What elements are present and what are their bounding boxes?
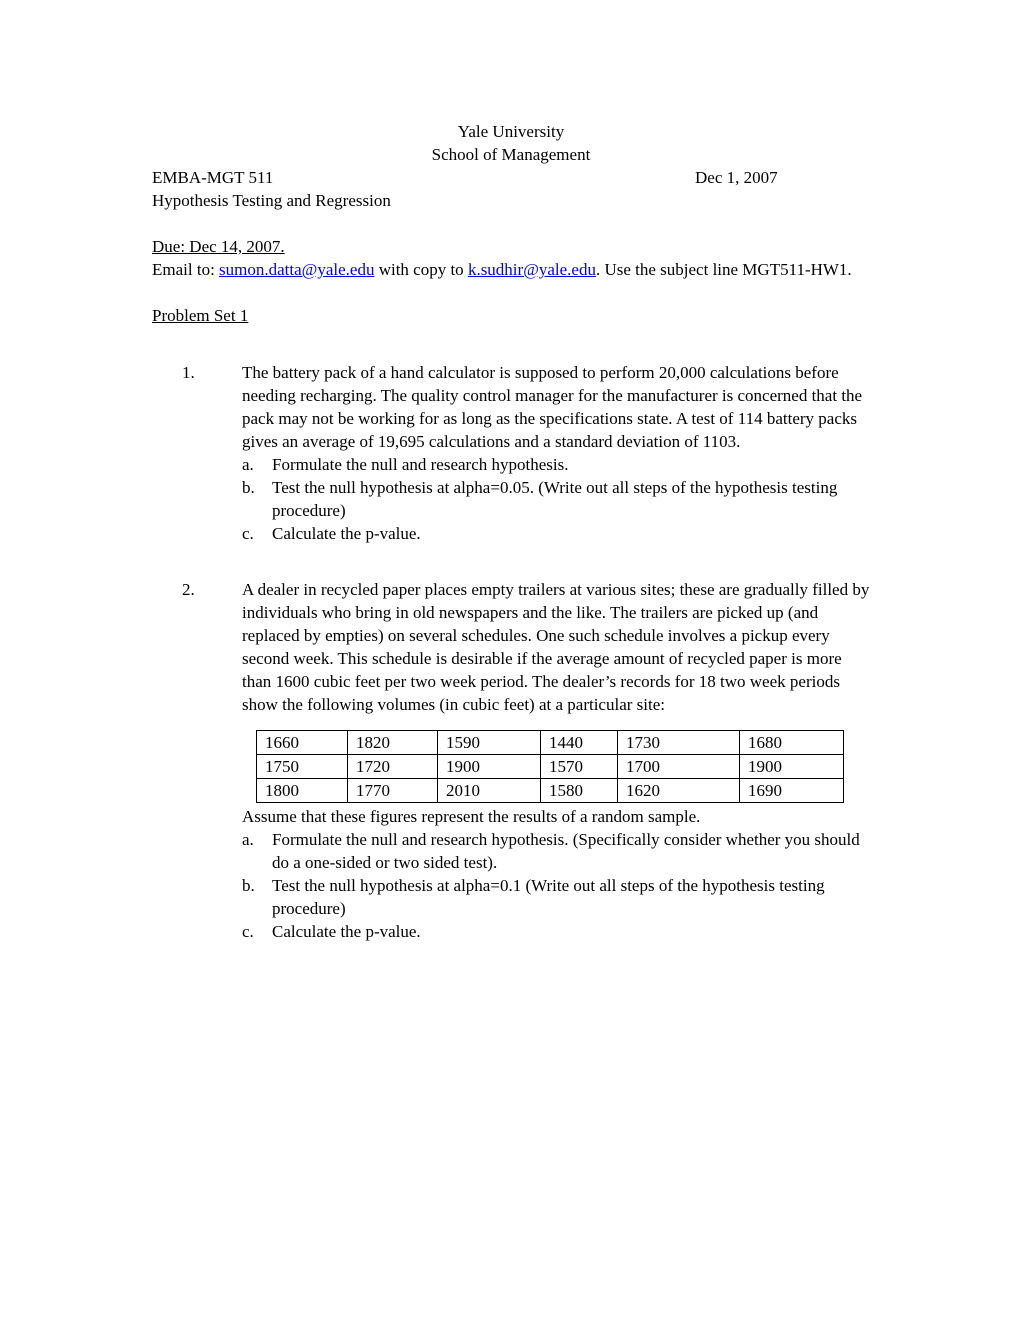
subitem-label: c.: [242, 922, 254, 941]
problem-2: [152, 578, 870, 943]
table-cell: 1660: [257, 731, 348, 755]
due-date: Due: Dec 14, 2007.: [152, 237, 285, 256]
table-cell: 1620: [618, 779, 740, 803]
problem-1-text: The battery pack of a hand calculator is supposed to perform 20,000 calculations before needing recharging. The quality control manager for the manufacturer is concerned that the pack may not be working for as long as the specifications state. A test of 114 battery packs gives an average of 19,695 calculations and a standard deviation of 1103.: [242, 363, 863, 451]
table-row: [257, 731, 844, 755]
subitem-label: a.: [242, 455, 254, 474]
table-cell: 1750: [257, 755, 348, 779]
subitem-text: Formulate the null and research hypothesis. (Specifically consider whether you should do a one-sided or two sided test).: [272, 830, 860, 872]
email-link-sudhir[interactable]: k.sudhir@yale.edu: [467, 260, 596, 279]
university-name: Yale University: [457, 122, 565, 141]
subitem-text: Calculate the p-value.: [272, 922, 421, 941]
table-cell: 1900: [438, 755, 541, 779]
subitem-label: c.: [242, 524, 254, 543]
subitem-text: Test the null hypothesis at alpha=0.05. (Write out all steps of the hypothesis testing procedure): [272, 478, 838, 520]
table-cell: 1440: [541, 731, 618, 755]
problem-2-subitem-b: [242, 874, 870, 920]
email-prefix: Email to:: [152, 260, 220, 279]
table-row: [257, 755, 844, 779]
email-instructions: [152, 258, 870, 281]
table-cell: 1770: [348, 779, 438, 803]
table-cell: 1700: [618, 755, 740, 779]
document-date: Dec 1, 2007: [695, 168, 778, 187]
subitem-label: a.: [242, 830, 254, 849]
table-row: [257, 779, 844, 803]
school-name: School of Management: [431, 145, 591, 164]
table-cell: 1720: [348, 755, 438, 779]
problem-2-subitem-c: [242, 920, 870, 943]
problem-2-body: [242, 578, 870, 943]
course-date-row: [152, 166, 870, 189]
email-suffix: . Use the subject line MGT511-HW1.: [595, 260, 852, 279]
subitem-text: Test the null hypothesis at alpha=0.1 (Write out all steps of the hypothesis testing procedure): [272, 876, 825, 918]
volumes-table: [256, 730, 844, 803]
table-cell: 1570: [541, 755, 618, 779]
email-middle: with copy to: [374, 260, 468, 279]
table-cell: 2010: [438, 779, 541, 803]
subitem-text: Formulate the null and research hypothesis.: [272, 455, 569, 474]
problem-1-subitem-c: [242, 522, 870, 545]
table-cell: 1590: [438, 731, 541, 755]
email-link-sumon[interactable]: sumon.datta@yale.edu: [219, 260, 375, 279]
course-subtitle: Hypothesis Testing and Regression: [152, 191, 391, 210]
table-cell: 1820: [348, 731, 438, 755]
problem-2-number: 2.: [182, 580, 195, 599]
problem-2-note: Assume that these figures represent the results of a random sample.: [242, 807, 701, 826]
subitem-label: b.: [242, 876, 255, 895]
problem-2-text: A dealer in recycled paper places empty trailers at various sites; these are gradually filled by individuals who bring in old newspapers and the like. The trailers are picked up (and replaced by empties) on several schedules. One such schedule involves a pickup every second week. This schedule is desirable if the average amount of recycled paper is more than 1600 cubic feet per two week period. The dealer’s records for 18 two week periods show the following volumes (in cubic feet) at a particular site:: [242, 580, 870, 714]
problem-1-number: 1.: [182, 363, 195, 382]
problem-1-subitem-a: [242, 453, 870, 476]
course-code: EMBA-MGT 511: [152, 168, 274, 187]
problem-1-body: [242, 361, 870, 545]
document-content: [152, 120, 870, 943]
problem-2-subitem-a: [242, 828, 870, 874]
subitem-text: Calculate the p-value.: [272, 524, 421, 543]
section-title: Problem Set 1: [152, 306, 249, 325]
table-cell: 1690: [740, 779, 844, 803]
problem-1: [152, 361, 870, 545]
table-cell: 1680: [740, 731, 844, 755]
table-cell: 1730: [618, 731, 740, 755]
problem-1-subitem-b: [242, 476, 870, 522]
subitem-label: b.: [242, 478, 255, 497]
table-cell: 1580: [541, 779, 618, 803]
table-cell: 1800: [257, 779, 348, 803]
table-cell: 1900: [740, 755, 844, 779]
